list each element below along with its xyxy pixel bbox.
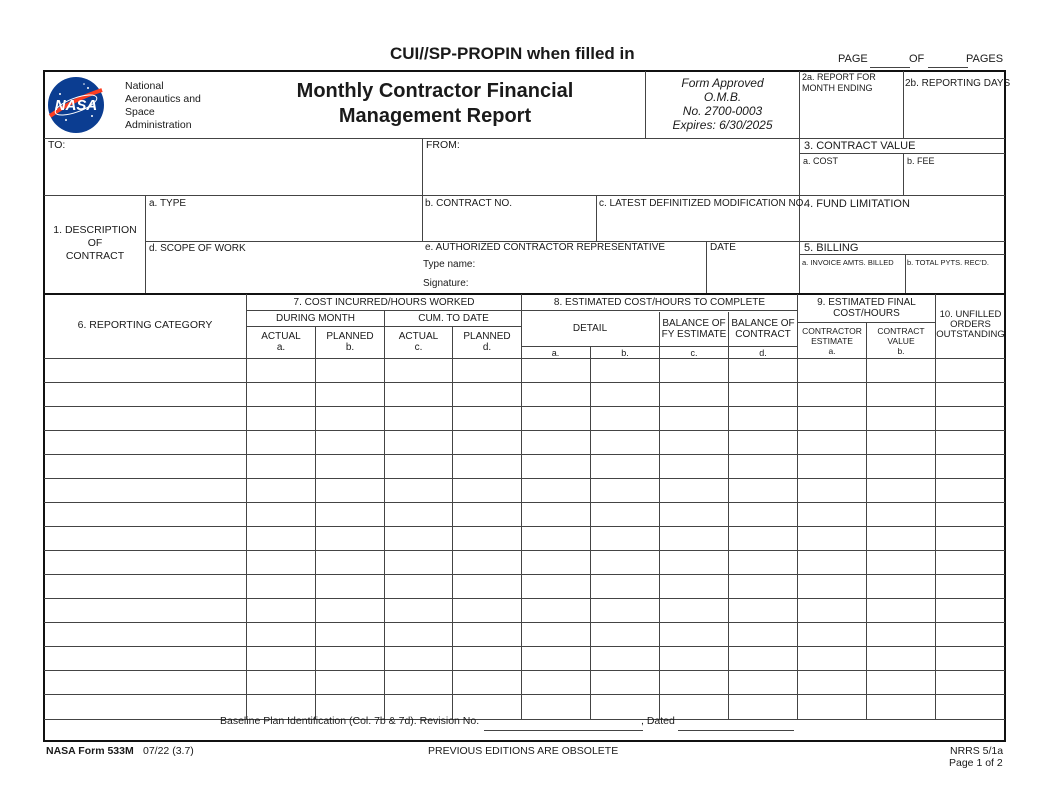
report-month-label-1: 2a. REPORT FOR	[802, 72, 876, 82]
table-row-divider	[44, 694, 1005, 695]
form-title-line2: Management Report	[338, 105, 532, 127]
type-field[interactable]	[149, 212, 421, 238]
form-id: NASA Form 533M	[46, 745, 134, 757]
agency-name-3: Space	[125, 106, 155, 118]
col-7d-header: PLANNED	[463, 331, 511, 342]
contract-no-label: b. CONTRACT NO.	[425, 198, 513, 209]
agency-name-1: National	[125, 80, 164, 92]
table-row-divider	[44, 406, 1005, 407]
table-row-divider	[44, 670, 1005, 671]
total-pyts-field[interactable]	[907, 270, 1007, 292]
auth-rep-label: e. AUTHORIZED CONTRACTOR REPRESENTATIVE	[425, 242, 666, 253]
type-name-field[interactable]	[480, 255, 706, 273]
cum-to-date-header: CUM. TO DATE	[418, 313, 489, 324]
fee-field[interactable]	[907, 170, 1005, 194]
cui-marking: CUI//SP-PROPIN when filled in	[390, 44, 635, 63]
col-8b-letter: b.	[621, 348, 629, 358]
cost-field[interactable]	[803, 170, 903, 194]
total-pages-field[interactable]	[928, 51, 968, 68]
date-field[interactable]	[710, 256, 800, 292]
table-row-divider	[44, 550, 1005, 551]
table-row-divider	[44, 526, 1005, 527]
table-row-divider	[44, 502, 1005, 503]
description-label-3: CONTRACT	[65, 250, 125, 262]
unfilled-header-3: OUTSTANDING	[936, 329, 1005, 340]
est-complete-header: 8. ESTIMATED COST/HOURS TO COMPLETE	[553, 297, 766, 308]
nasa-logo	[46, 76, 106, 134]
baseline-revision-field[interactable]	[484, 715, 643, 731]
total-pyts-label: b. TOTAL PYTS. REC'D.	[907, 258, 990, 267]
cost-incurred-header: 7. COST INCURRED/HOURS WORKED	[293, 297, 475, 308]
description-label-2: OF	[87, 237, 103, 249]
to-field[interactable]	[48, 153, 422, 195]
form-date: 07/22 (3.7)	[143, 745, 194, 757]
baseline-dated-label: , Dated	[641, 715, 675, 727]
est-final-header-1: 9. ESTIMATED FINAL	[817, 297, 916, 308]
page-of-label: Page 1 of 2	[949, 757, 1003, 769]
fund-limitation-field[interactable]	[804, 212, 1004, 238]
omb-line2: O.M.B.	[703, 90, 742, 104]
contractor-estimate-header-2: ESTIMATE	[811, 336, 853, 346]
col-9a-letter: a.	[828, 346, 836, 356]
table-row-divider	[44, 574, 1005, 575]
table-row-divider	[44, 478, 1005, 479]
fund-limitation-label: 4. FUND LIMITATION	[804, 198, 910, 210]
scope-label: d. SCOPE OF WORK	[149, 243, 246, 254]
col-8d-letter: d.	[759, 348, 767, 358]
reporting-category-header: 6. REPORTING CATEGORY	[77, 319, 213, 331]
bal-contract-header-1: BALANCE OF	[731, 318, 795, 329]
bal-contract-header-2: CONTRACT	[735, 329, 791, 340]
signature-label: Signature:	[423, 278, 469, 289]
bal-fy-header-2: FY ESTIMATE	[661, 329, 727, 340]
col-7b-header: PLANNED	[326, 331, 374, 342]
contractor-estimate-header-1: CONTRACTOR	[802, 326, 862, 336]
unfilled-header-1: 10. UNFILLED	[939, 309, 1002, 320]
col-7a-header: ACTUAL	[261, 331, 301, 342]
contract-value-header-2: VALUE	[887, 336, 915, 346]
table-row-divider	[44, 598, 1005, 599]
type-name-label: Type name:	[423, 259, 476, 270]
baseline-date-field[interactable]	[678, 715, 794, 731]
est-final-header-2: COST/HOURS	[833, 308, 900, 319]
agency-name-4: Administration	[125, 119, 192, 131]
omb-line3: No. 2700-0003	[682, 104, 763, 118]
form-title-line1: Monthly Contractor Financial	[296, 80, 574, 102]
unfilled-header-2: ORDERS	[950, 319, 991, 330]
omb-line1: Form Approved	[681, 76, 764, 90]
table-row-divider	[44, 430, 1005, 431]
col-7c-header: ACTUAL	[398, 331, 439, 342]
page-number-field[interactable]	[870, 51, 910, 68]
omb-line4: Expires: 6/30/2025	[672, 118, 773, 132]
table-row-divider	[44, 382, 1005, 383]
type-label: a. TYPE	[149, 198, 187, 209]
contract-value-header-1: CONTRACT	[877, 326, 925, 336]
detail-header: DETAIL	[572, 323, 608, 334]
col-7a-letter: a.	[276, 342, 286, 353]
baseline-plan-label: Baseline Plan Identification (Col. 7b & 7d). Revision No.	[220, 715, 480, 727]
of-label: OF	[909, 53, 925, 65]
reporting-days-field[interactable]	[906, 100, 1006, 136]
reporting-days-label: 2b. REPORTING DAYS	[905, 78, 1011, 89]
obsolete-notice: PREVIOUS EDITIONS ARE OBSOLETE	[428, 745, 619, 757]
invoice-field[interactable]	[802, 270, 906, 292]
latest-mod-label: c. LATEST DEFINITIZED MODIFICATION NO.	[599, 198, 807, 209]
page-label: PAGE	[838, 53, 868, 65]
col-7c-letter: c.	[414, 342, 423, 353]
pages-label: PAGES	[966, 53, 1004, 65]
contract-no-field[interactable]	[425, 212, 597, 238]
date-label: DATE	[710, 242, 736, 253]
bal-fy-header-1: BALANCE OF	[662, 318, 726, 329]
report-month-field[interactable]	[802, 100, 904, 136]
signature-field[interactable]	[475, 274, 706, 292]
agency-name-2: Aeronautics and	[125, 93, 201, 105]
to-label: TO:	[48, 139, 66, 151]
table-row-divider	[44, 454, 1005, 455]
during-month-header: DURING MONTH	[276, 313, 355, 324]
description-label-1: 1. DESCRIPTION	[53, 224, 137, 236]
col-7d-letter: d.	[482, 342, 492, 353]
contract-value-label: 3. CONTRACT VALUE	[804, 140, 916, 152]
col-8c-letter: c.	[690, 348, 698, 358]
fee-label: b. FEE	[907, 156, 935, 166]
from-label: FROM:	[426, 139, 460, 151]
from-field[interactable]	[426, 153, 800, 195]
col-8a-letter: a.	[551, 348, 560, 358]
latest-mod-field[interactable]	[599, 212, 799, 238]
table-row-divider	[44, 646, 1005, 647]
invoice-label: a. INVOICE AMTS. BILLED	[802, 258, 894, 267]
nasa-logo-text: NASA	[54, 97, 98, 114]
table-row-divider	[44, 622, 1005, 623]
scope-field[interactable]	[149, 256, 421, 294]
cost-label: a. COST	[803, 156, 839, 166]
col-9b-letter: b.	[897, 346, 905, 356]
nrrs-code: NRRS 5/1a	[950, 745, 1004, 757]
billing-label: 5. BILLING	[804, 242, 859, 254]
col-7b-letter: b.	[345, 342, 355, 353]
report-month-label-2: MONTH ENDING	[802, 83, 873, 93]
